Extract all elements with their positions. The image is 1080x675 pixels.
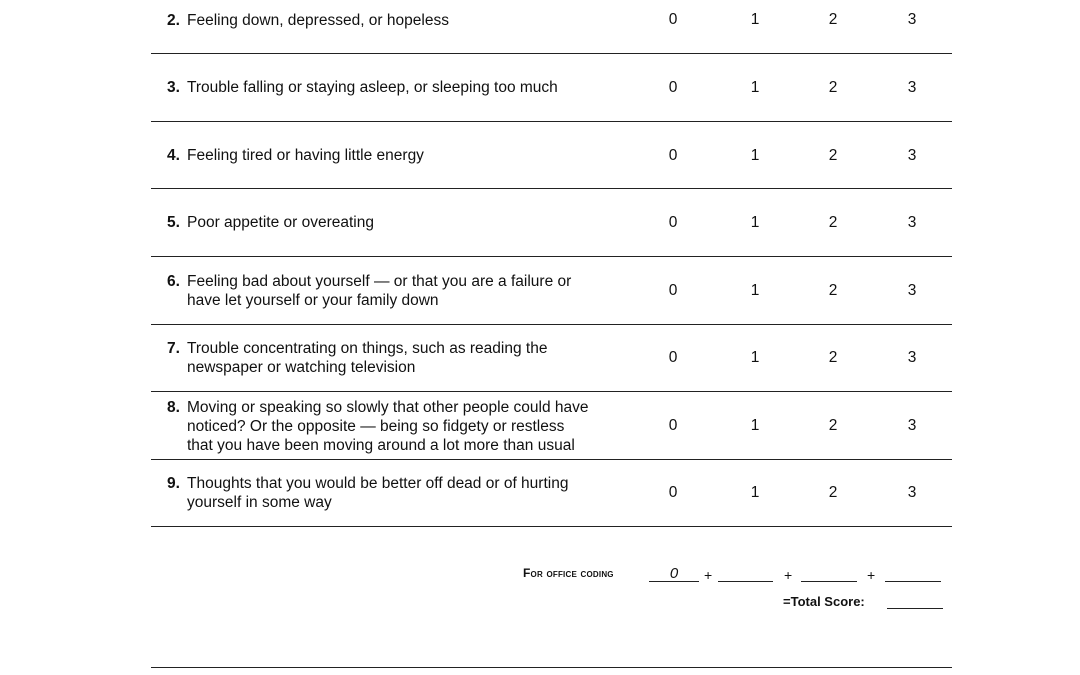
plus-sign: +	[867, 567, 876, 583]
score-option-1[interactable]: 1	[750, 147, 760, 164]
score-option-1[interactable]: 1	[750, 417, 760, 434]
score-option-3[interactable]: 3	[907, 484, 917, 501]
plus-sign: +	[784, 567, 793, 583]
question-line: Trouble falling or staying asleep, or sleeping too much	[187, 79, 558, 96]
question-line: Poor appetite or overeating	[187, 214, 374, 231]
score-option-0[interactable]: 0	[668, 79, 678, 96]
question-number: 9.	[167, 475, 180, 492]
question-number: 4.	[167, 147, 180, 164]
question-number: 3.	[167, 79, 180, 96]
score-option-0[interactable]: 0	[668, 214, 678, 231]
question-line: noticed? Or the opposite — being so fidgety or restless	[187, 418, 565, 435]
question-row-9	[151, 460, 952, 526]
question-number: 6.	[167, 273, 180, 290]
score-option-1[interactable]: 1	[750, 282, 760, 299]
question-line: that you have been moving around a lot more than usual	[187, 437, 575, 454]
row-divider	[151, 526, 952, 527]
score-option-3[interactable]: 3	[907, 417, 917, 434]
score-option-2[interactable]: 2	[828, 282, 838, 299]
score-option-1[interactable]: 1	[750, 79, 760, 96]
score-option-0[interactable]: 0	[668, 417, 678, 434]
score-option-1[interactable]: 1	[750, 214, 760, 231]
score-option-1[interactable]: 1	[750, 484, 760, 501]
score-option-2[interactable]: 2	[828, 349, 838, 366]
question-line: Trouble concentrating on things, such as reading the	[187, 340, 548, 357]
score-option-2[interactable]: 2	[828, 147, 838, 164]
office-coding-column-1-field[interactable]	[718, 565, 773, 582]
question-line: newspaper or watching television	[187, 359, 416, 376]
question-row-5	[151, 189, 952, 256]
bottom-divider	[151, 667, 952, 668]
question-number: 2.	[167, 12, 180, 29]
question-text	[167, 339, 637, 377]
question-row-6	[151, 257, 952, 324]
score-option-0[interactable]: 0	[668, 11, 678, 28]
office-coding-column-2-field[interactable]	[801, 565, 857, 582]
question-row-8	[151, 392, 952, 459]
question-row-2	[151, 0, 952, 40]
question-text	[167, 11, 637, 30]
question-row-7	[151, 325, 952, 391]
total-score-field[interactable]	[887, 592, 943, 609]
question-text	[167, 474, 637, 512]
question-number: 5.	[167, 214, 180, 231]
score-option-2[interactable]: 2	[828, 214, 838, 231]
score-option-1[interactable]: 1	[750, 349, 760, 366]
office-coding-column-0-field[interactable]: 0	[649, 565, 699, 582]
score-option-2[interactable]: 2	[828, 11, 838, 28]
score-option-2[interactable]: 2	[828, 417, 838, 434]
total-score-label: =Total Score:	[783, 594, 865, 609]
question-number: 7.	[167, 340, 180, 357]
score-option-3[interactable]: 3	[907, 282, 917, 299]
question-line: yourself in some way	[187, 494, 332, 511]
question-line: Thoughts that you would be better off dead or of hurting	[187, 475, 569, 492]
question-text	[167, 213, 637, 232]
score-option-0[interactable]: 0	[668, 349, 678, 366]
plus-sign: +	[704, 567, 713, 583]
office-coding-label: For office coding	[523, 566, 614, 580]
score-option-3[interactable]: 3	[907, 214, 917, 231]
score-option-3[interactable]: 3	[907, 79, 917, 96]
question-text	[167, 272, 637, 310]
question-row-3	[151, 54, 952, 121]
question-number: 8.	[167, 399, 180, 416]
score-option-2[interactable]: 2	[828, 79, 838, 96]
question-text	[167, 146, 637, 165]
question-line: Feeling down, depressed, or hopeless	[187, 12, 449, 29]
score-option-3[interactable]: 3	[907, 11, 917, 28]
question-line: Feeling tired or having little energy	[187, 147, 424, 164]
question-line: Feeling bad about yourself — or that you are a failure or	[187, 273, 572, 290]
question-text	[167, 78, 637, 97]
office-coding-column-3-field[interactable]	[885, 565, 941, 582]
score-option-0[interactable]: 0	[668, 484, 678, 501]
question-line: have let yourself or your family down	[187, 292, 439, 309]
score-option-1[interactable]: 1	[750, 11, 760, 28]
score-option-3[interactable]: 3	[907, 349, 917, 366]
score-option-0[interactable]: 0	[668, 282, 678, 299]
score-option-2[interactable]: 2	[828, 484, 838, 501]
score-option-3[interactable]: 3	[907, 147, 917, 164]
question-row-4	[151, 122, 952, 188]
question-line: Moving or speaking so slowly that other people could have	[187, 399, 589, 416]
question-text	[167, 398, 637, 455]
score-option-0[interactable]: 0	[668, 147, 678, 164]
